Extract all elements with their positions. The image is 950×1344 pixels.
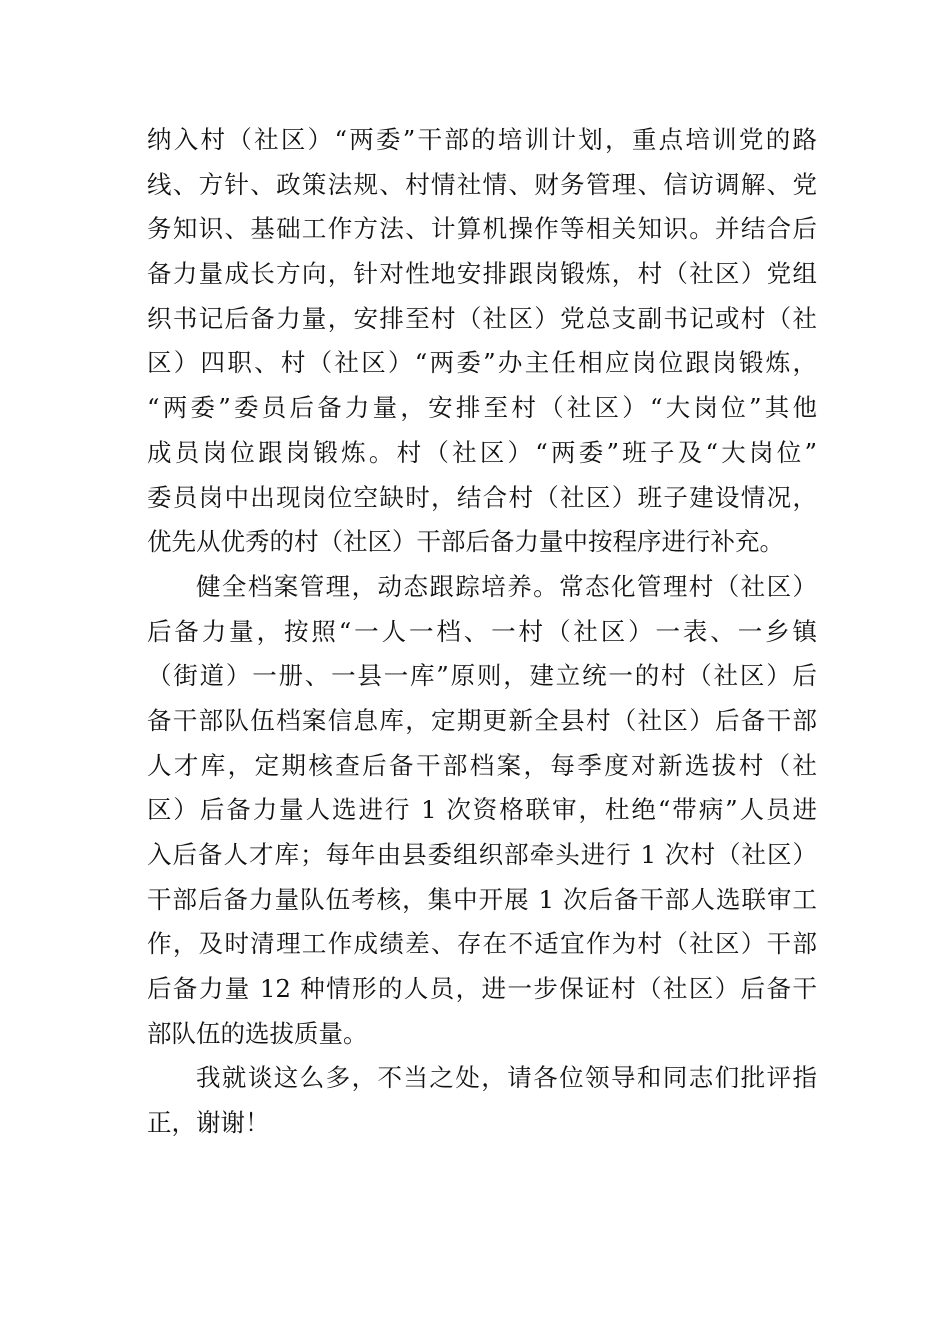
text-line: 干部后备力量队伍考核，集中开展 1 次后备干部人选联审工 <box>147 884 817 914</box>
text-line: 务知识、基础工作方法、计算机操作等相关知识。并结合后 <box>147 214 817 244</box>
text-line: 正，谢谢！ <box>147 1108 270 1138</box>
text-line: “两委”委员后备力量，安排至村（社区）“大岗位”其他 <box>147 393 817 423</box>
text-line: 入后备人才库；每年由县委组织部牵头进行 1 次村（社区） <box>147 840 817 869</box>
text-line: 纳入村（社区）“两委”干部的培训计划，重点培训党的路 <box>147 125 817 154</box>
text-line: 后备力量 12 种情形的人员，进一步保证村（社区）后备干 <box>147 974 817 1004</box>
text-line: 委员岗中出现岗位空缺时，结合村（社区）班子建设情况， <box>147 482 817 512</box>
paragraph-first-line: 健全档案管理，动态跟踪培养。常态化管理村（社区） <box>196 571 817 601</box>
text-line: 成员岗位跟岗锻炼。村（社区）“两委”班子及“大岗位” <box>147 437 817 467</box>
text-line: 备干部队伍档案信息库，定期更新全县村（社区）后备干部 <box>147 705 817 735</box>
text-line: 备力量成长方向，针对性地安排跟岗锻炼，村（社区）党组 <box>147 259 817 289</box>
text-line: （街道）一册、一县一库”原则，建立统一的村（社区）后 <box>147 661 817 691</box>
text-line: 后备力量，按照“一人一档、一村（社区）一表、一乡镇 <box>147 616 817 646</box>
text-line: 优先从优秀的村（社区）干部后备力量中按程序进行补充。 <box>147 527 784 557</box>
text-line: 部队伍的选拔质量。 <box>147 1018 368 1048</box>
text-line: 区）后备力量人选进行 1 次资格联审，杜绝“带病”人员进 <box>147 795 817 825</box>
text-line: 作，及时清理工作成绩差、存在不适宜作为村（社区）干部 <box>147 929 817 959</box>
paragraph-first-line: 我就谈这么多，不当之处，请各位领导和同志们批评指 <box>196 1063 817 1093</box>
body-text <box>147 118 817 1146</box>
text-line: 线、方针、政策法规、村情社情、财务管理、信访调解、党 <box>147 169 817 199</box>
text-line: 区）四职、村（社区）“两委”办主任相应岗位跟岗锻炼， <box>147 348 817 378</box>
text-line: 人才库，定期核查后备干部档案，每季度对新选拔村（社 <box>147 750 817 780</box>
text-line: 织书记后备力量，安排至村（社区）党总支副书记或村（社 <box>147 303 817 333</box>
